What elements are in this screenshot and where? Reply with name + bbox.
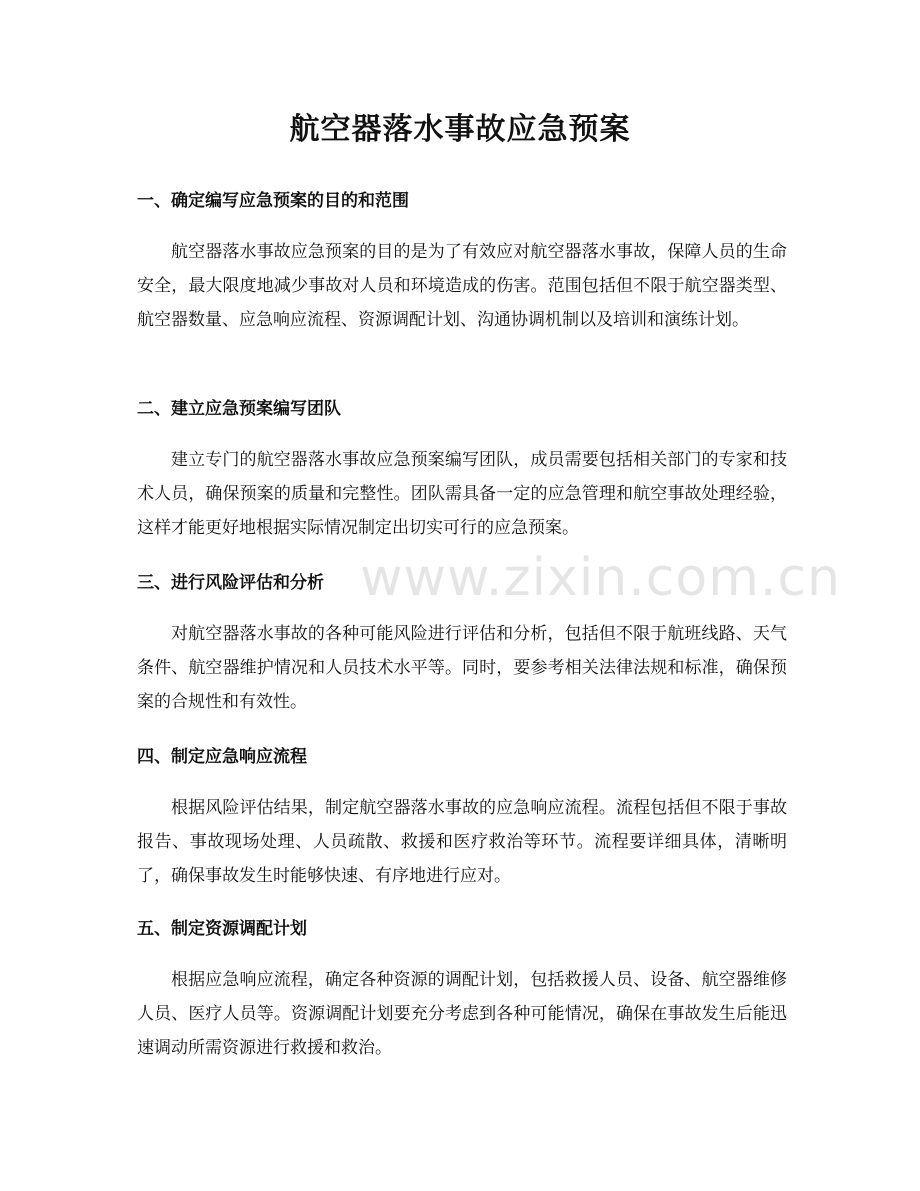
section-heading: 五、制定资源调配计划	[137, 919, 307, 939]
section-team	[137, 397, 787, 545]
section-risk-assessment	[137, 571, 787, 719]
section-purpose-scope	[137, 189, 787, 337]
section-body: 根据风险评估结果，制定航空器落水事故的应急响应流程。流程包括但不限于事故报告、事故现场处理、人员疏散、救援和医疗救治等环节。流程要详细具体，清晰明了，确保事故发生时能够快速、有序地进行应对。	[137, 798, 787, 886]
section-heading: 二、建立应急预案编写团队	[137, 399, 341, 419]
section-body: 对航空器落水事故的各种可能风险进行评估和分析，包括但不限于航班线路、天气条件、航空器维护情况和人员技术水平等。同时，要参考相关法律法规和标准，确保预案的合规性和有效性。	[137, 624, 787, 712]
section-heading: 三、进行风险评估和分析	[137, 573, 324, 593]
section-heading: 一、确定编写应急预案的目的和范围	[137, 191, 409, 211]
section-heading: 四、制定应急响应流程	[137, 747, 307, 767]
section-response-process	[137, 745, 787, 893]
section-body: 建立专门的航空器落水事故应急预案编写团队，成员需要包括相关部门的专家和技术人员，确保预案的质量和完整性。团队需具备一定的应急管理和航空事故处理经验，这样才能更好地根据实际情况制定出切实可行的应急预案。	[137, 450, 787, 538]
section-body: 根据应急响应流程，确定各种资源的调配计划，包括救援人员、设备、航空器维修人员、医疗人员等。资源调配计划要充分考虑到各种可能情况，确保在事故发生后能迅速调动所需资源进行救援和救治。	[137, 970, 787, 1058]
section-body: 航空器落水事故应急预案的目的是为了有效应对航空器落水事故，保障人员的生命安全，最大限度地减少事故对人员和环境造成的伤害。范围包括但不限于航空器类型、航空器数量、应急响应流程、资源调配计划、沟通协调机制以及培训和演练计划。	[137, 242, 787, 330]
watermark: www.zixin.com.cn	[360, 548, 841, 608]
document-title: 航空器落水事故应急预案	[289, 112, 631, 147]
section-resource-plan	[137, 917, 787, 1065]
